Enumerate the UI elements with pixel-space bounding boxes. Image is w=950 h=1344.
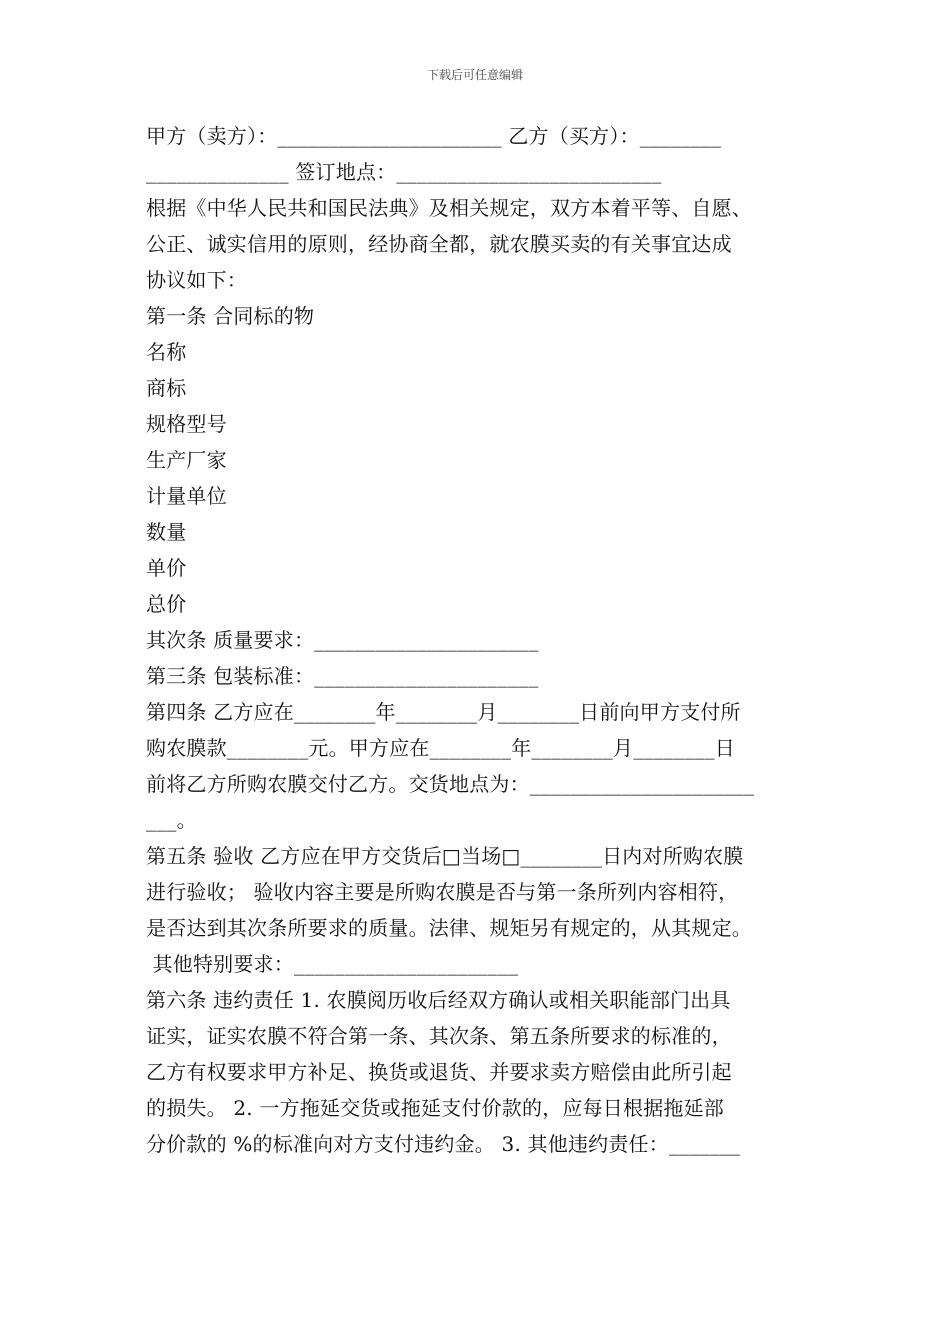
item-quantity: 数量 (146, 520, 187, 544)
article-1-title: 第一条 合同标的物 (146, 304, 315, 328)
special-requirements-line: 其他特别要求：______________________ (146, 952, 519, 976)
article-6-line: 分价款的 %的标准向对方支付违约金。 3. 其他违约责任：_______ (146, 1132, 741, 1156)
article-4-line: 第四条 乙方应在________年________月________日前向甲方支付所 (146, 700, 741, 724)
item-name: 名称 (146, 340, 187, 364)
item-unit: 计量单位 (146, 484, 227, 508)
page-header: 下载后可任意编辑 (426, 68, 523, 82)
preamble-line: 协议如下： (146, 268, 247, 292)
item-trademark: 商标 (146, 376, 187, 400)
article-3-line: 第三条 包装标准：______________________ (146, 664, 539, 688)
preamble-line: 根据《中华人民共和国民法典》及相关规定，双方本着平等、自愿、 (146, 196, 752, 220)
item-total-price: 总价 (146, 592, 187, 616)
article-6-line: 的损失。 2. 一方拖延交货或拖延支付价款的，应每日根据拖延部 (146, 1096, 724, 1120)
article-5-line: 进行验收； 验收内容主要是所购农膜是否与第一条所列内容相符， (146, 880, 739, 904)
item-unit-price: 单价 (146, 556, 187, 580)
article-4-line: 购农膜款________元。甲方应在________年________月________日 (146, 736, 735, 760)
article-4-line: 前将乙方所购农膜交付乙方。交货地点为：______________________ (146, 772, 755, 796)
preamble-line: 公正、诚实信用的原则，经协商全都，就农膜买卖的有关事宜达成 (146, 232, 732, 256)
article-6-line: 乙方有权要求甲方补足、换货或退货、并要求卖方赔偿由此所引起 (146, 1060, 732, 1084)
party-line: 甲方（卖方）：______________________ 乙方（买方）：________ (146, 124, 722, 148)
article-4-line: ___。 (146, 808, 197, 832)
item-spec: 规格型号 (146, 412, 227, 436)
article-2-line: 其次条 质量要求：______________________ (146, 628, 539, 652)
article-6-line: 证实，证实农膜不符合第一条、其次条、第五条所要求的标准的， (146, 1024, 732, 1048)
article-6-line: 第六条 违约责任 1. 农膜阅历收后经双方确认或相关职能部门出具 (146, 988, 731, 1012)
article-5-line: 是否达到其次条所要求的质量。法律、规矩另有规定的，从其规定。 (146, 916, 752, 940)
contract-body (146, 118, 826, 1162)
article-5-line: 第五条 验收 乙方应在甲方交货后□当场□________日内对所购农膜 (146, 844, 744, 868)
signing-place-line: ______________ 签订地点：__________________________ (146, 160, 662, 184)
item-manufacturer: 生产厂家 (146, 448, 227, 472)
